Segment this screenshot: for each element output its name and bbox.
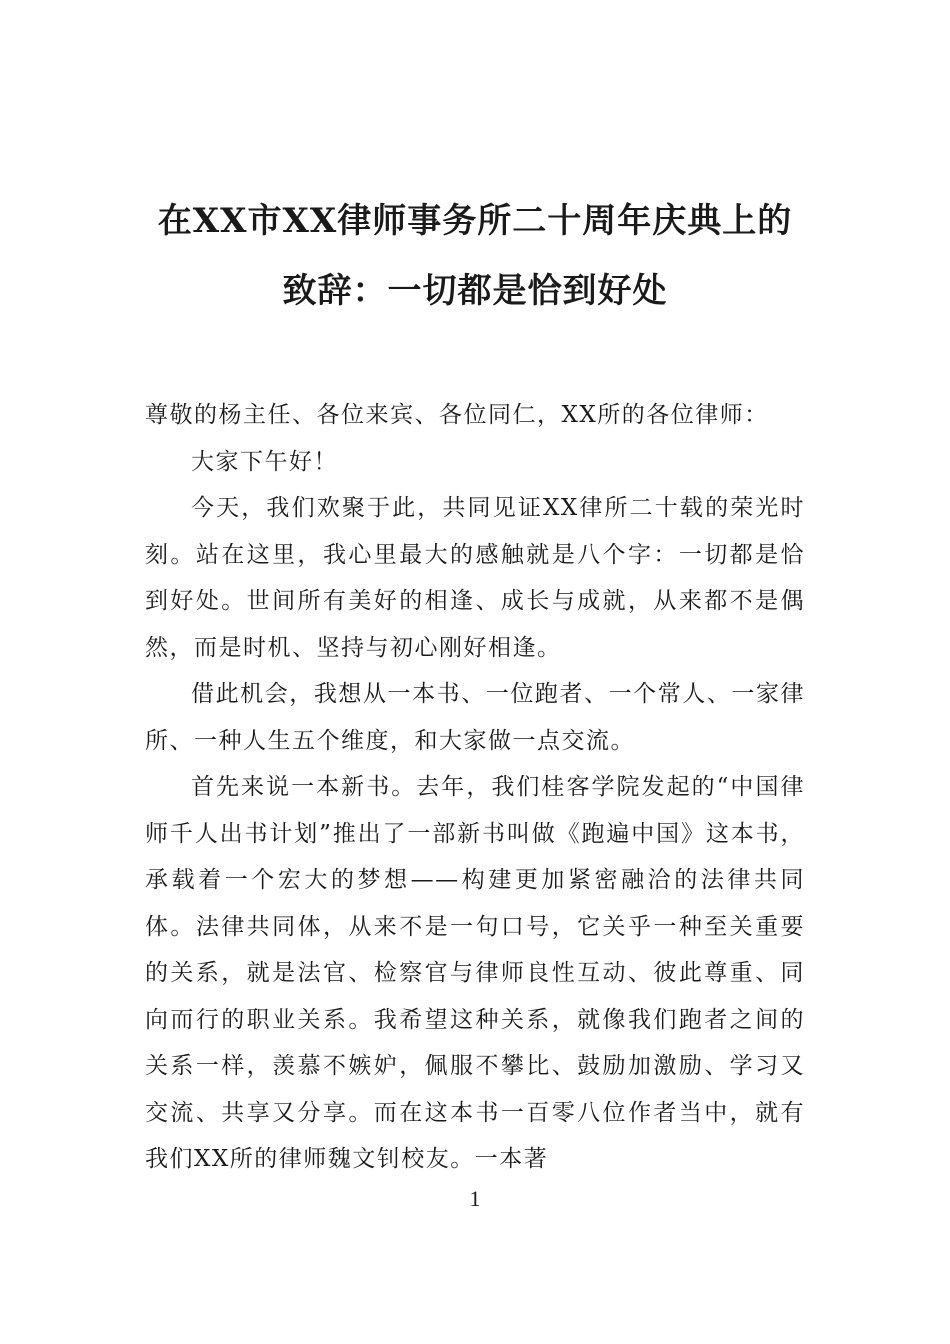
paragraph-opening: 今天，我们欢聚于此，共同见证XX律所二十载的荣光时刻。站在这里，我心里最大的感触就是八个字：一切都是恰到好处。世间所有美好的相逢、成长与成就，从来都不是偶然，而是时机、坚持与初心刚好相逢。 [145, 495, 805, 661]
document-body [145, 392, 805, 1183]
paragraph-greeting: 大家下午好！ [191, 448, 338, 475]
paragraph-dimensions: 借此机会，我想从一本书、一位跑者、一个常人、一家律所、一种人生五个维度，和大家做一点交流。 [145, 681, 805, 754]
paragraph-new-book: 首先来说一本新书。去年，我们桂客学院发起的“中国律师千人出书计划”推出了一部新书叫做《跑遍中国》这本书，承载着一个宏大的梦想——构建更加紧密融洽的法律共同体。法律共同体，从来不是一句口号，它关乎一种至关重要的关系，就是法官、检察官与律师良性互动、彼此尊重、同向而行的职业关系。我希望这种关系，就像我们跑者之间的关系一样，羡慕不嫉妒，佩服不攀比、鼓励加激励、学习又交流、共享又分享。而在这本书一百零八位作者当中，就有我们XX所的律师魏文钊校友。一本著 [145, 774, 805, 1172]
page-number: 1 [469, 1186, 481, 1211]
document-title [120, 186, 830, 326]
title-line-2: 致辞：一切都是恰到好处 [282, 271, 668, 311]
title-line-1: 在XX市XX律师事务所二十周年庆典上的 [157, 201, 793, 241]
salutation: 尊敬的杨主任、各位来宾、各位同仁，XX所的各位律师： [145, 402, 769, 428]
